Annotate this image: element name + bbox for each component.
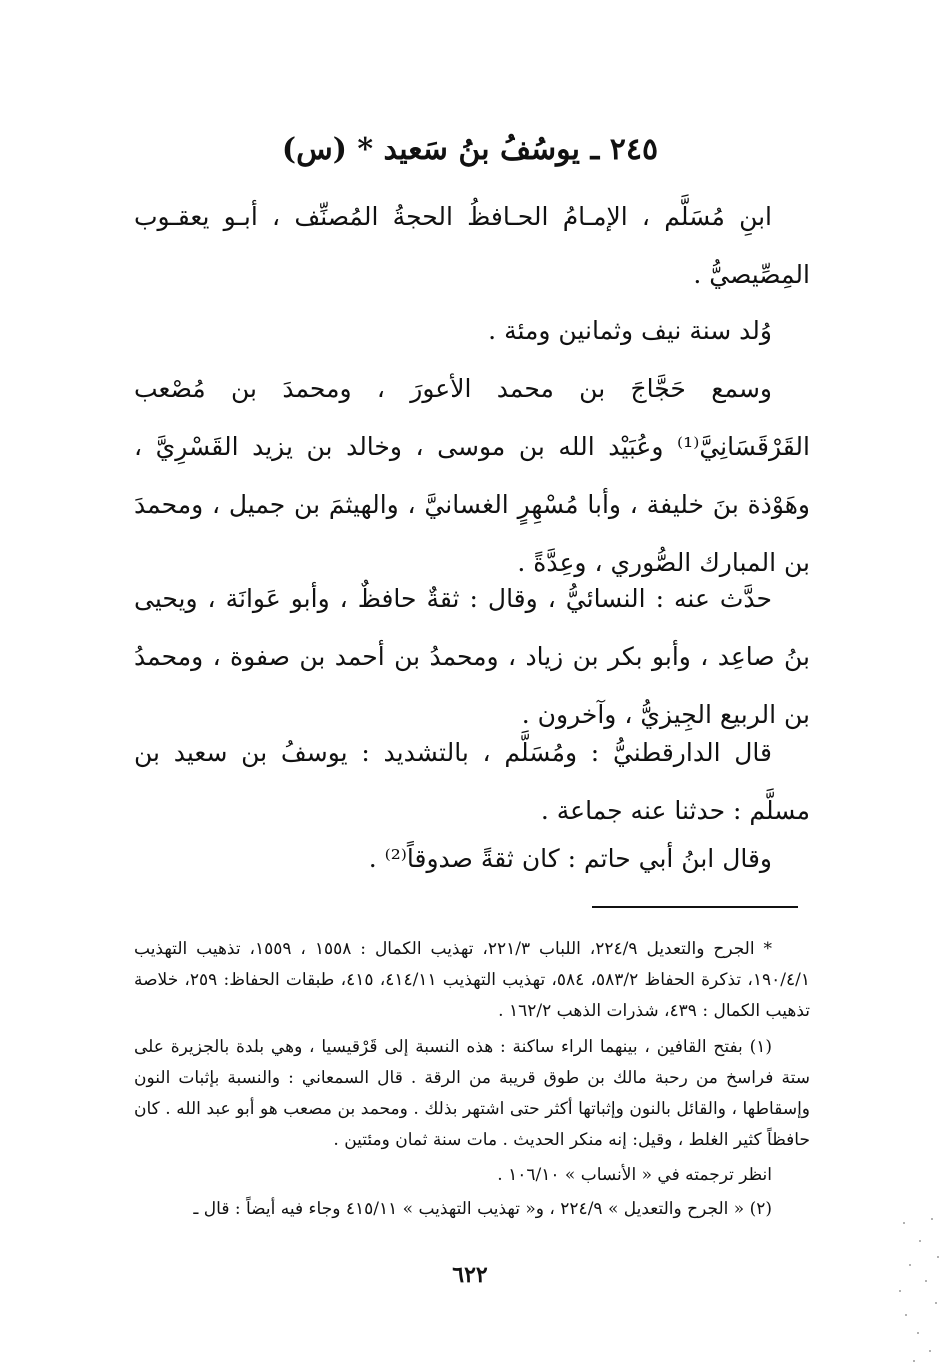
page-number: ٦٢٢ bbox=[452, 1262, 488, 1288]
entry-abi-hatim bbox=[134, 830, 810, 888]
entry-birth bbox=[134, 302, 810, 360]
scan-noise bbox=[897, 1210, 941, 1370]
footnote-1 bbox=[134, 1032, 810, 1156]
footnote-1-reference-text: انظر ترجمته في « الأنساب » ١٠٦/١٠ . bbox=[497, 1165, 772, 1185]
footnote-1-reference bbox=[134, 1160, 810, 1191]
entry-title: ٢٤٥ ـ يوسُفُ بنُ سَعيد * (س) bbox=[281, 132, 659, 167]
paragraph-students: حدَّث عنه : النسائيُّ ، وقال : ثقةٌ حافظٌ ، وأبو عَوانَة ، ويحيى بنُ صاعِد ، وأبو بكر بن زياد ، ومحمدُ بن أحمد بن صفوة ، ومحمدُ بن الربيع الجِيزيُّ ، وآخرون . bbox=[134, 584, 810, 729]
paragraph-abi-hatim: وقال ابنُ أبي حاتم : كان ثقةً صدوقاً⁽²⁾ . bbox=[368, 844, 772, 873]
footnote-sources bbox=[134, 934, 810, 1027]
paragraph-daraqutni: قال الدارقطنيُّ : ومُسَلَّم ، بالتشديد : يوسفُ بن سعيد بن مسلَّم : حدثنا عنه جماعة . bbox=[134, 738, 810, 825]
entry-daraqutni bbox=[134, 724, 810, 840]
paragraph-birth: وُلد سنة نيف وثمانين ومئة . bbox=[488, 316, 772, 345]
entry-students bbox=[134, 570, 810, 744]
footnote-sources-text: * الجرح والتعديل ٢٢٤/٩، اللباب ٢٢١/٣، تهذيب الكمال : ١٥٥٨ ، ١٥٥٩، تذهيب التهذيب ١٩٠/٤/١، تذكرة الحفاظ ٥٨٣/٢، ٥٨٤، تهذيب التهذيب ٤١٤/١١، ٤١٥، طبقات الحفاظ: ٢٥٩، خلاصة تذهيب الكمال : ٤٣٩، شذرات الذهب ١٦٢/٢ . bbox=[134, 939, 810, 1021]
footnote-separator bbox=[592, 906, 798, 908]
entry-lineage bbox=[134, 188, 810, 304]
footnote-2-text: (٢) « الجرح والتعديل » ٢٢٤/٩ ، و« تهذيب التهذيب » ٤١٥/١١ وجاء فيه أيضاً : قال ـ bbox=[193, 1199, 772, 1219]
entry-teachers bbox=[134, 360, 810, 592]
paragraph-lineage: ابنِ مُسَلَّم ، الإمـامُ الحـافظُ الحجةُ المُصنِّف ، أبـو يعقـوب المِصِّيصيُّ . bbox=[134, 202, 810, 289]
footnote-1-text: (١) بفتح القافين ، بينهما الراء ساكنة : هذه النسبة إلى قَرْقيسيا ، وهي بلدة بالجزيرة على ستة فراسخ من رحبة مالك بن طوق قريبة من الرقة . قال السمعاني : والنسبة بإثبات النون وإسقاطها ، والقائل بالنون وإثباتها أكثر حتى اشتهر بذلك . ومحمد بن مصعب هو أبو عبد الله . كان حافظاً كثير الغلط ، وقيل: إنه منكر الحديث . مات سنة ثمان ومئتين . bbox=[134, 1037, 810, 1150]
paragraph-teachers: وسمع حَجَّاجَ بن محمد الأعورَ ، ومحمدَ بن مُصْعب القَرْقَسَانِيَّ⁽¹⁾ وعُبَيْد الله بن موسى ، وخالد بن يزيد القَسْرِيَّ ، وهَوْذة بنَ خليفة ، وأبا مُسْهِرٍ الغسانيَّ ، والهيثمَ بن جميل ، ومحمدَ بن المبارك الصُّوري ، وعِدَّةً . bbox=[134, 374, 810, 577]
footnote-2 bbox=[134, 1194, 810, 1225]
